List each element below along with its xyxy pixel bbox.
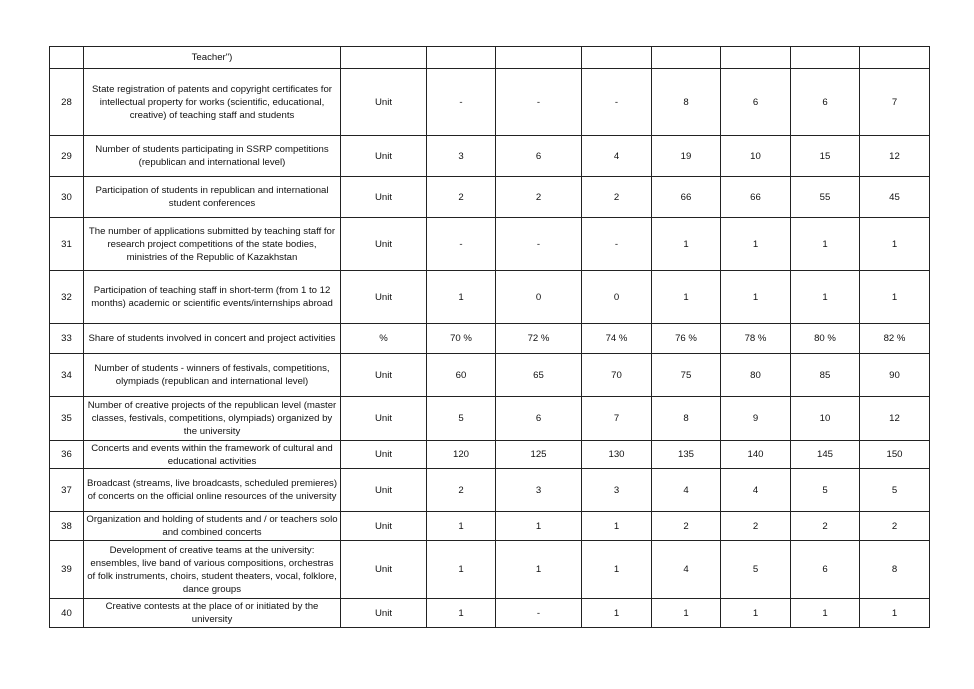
value-cell	[721, 47, 791, 69]
row-number: 38	[50, 512, 84, 541]
value-cell: -	[496, 69, 582, 136]
value-cell: 12	[860, 397, 930, 441]
row-number: 40	[50, 599, 84, 628]
value-cell: 5	[427, 397, 496, 441]
value-cell: 150	[860, 441, 930, 469]
row-number: 29	[50, 136, 84, 177]
value-cell	[652, 47, 721, 69]
value-cell: 70 %	[427, 324, 496, 354]
value-cell: 2	[652, 512, 721, 541]
value-cell: 8	[652, 397, 721, 441]
value-cell: -	[496, 218, 582, 271]
value-cell: 5	[791, 469, 860, 512]
value-cell: 3	[496, 469, 582, 512]
table-row	[50, 512, 930, 541]
value-cell: 1	[721, 599, 791, 628]
table-row	[50, 324, 930, 354]
value-cell: -	[427, 218, 496, 271]
value-cell: 74 %	[582, 324, 652, 354]
value-cell: 1	[860, 271, 930, 324]
value-cell: 4	[721, 469, 791, 512]
unit-cell	[341, 47, 427, 69]
table-row	[50, 599, 930, 628]
table-row	[50, 397, 930, 441]
value-cell: 0	[582, 271, 652, 324]
value-cell: 1	[496, 541, 582, 599]
value-cell: 3	[427, 136, 496, 177]
indicator-name: Teacher")	[84, 47, 341, 69]
unit-cell: Unit	[341, 469, 427, 512]
value-cell: 1	[427, 541, 496, 599]
unit-cell: Unit	[341, 541, 427, 599]
indicator-name: Organization and holding of students and / or teachers solo and combined concerts	[84, 512, 341, 541]
value-cell: 8	[860, 541, 930, 599]
row-number: 31	[50, 218, 84, 271]
indicator-name: Number of students participating in SSRP competitions (republican and international level)	[84, 136, 341, 177]
unit-cell: Unit	[341, 354, 427, 397]
indicator-name: Development of creative teams at the university: ensembles, live band of various compositions, orchestras of folk instruments, choirs, student theaters, vocal, folklore, dance groups	[84, 541, 341, 599]
value-cell: 7	[582, 397, 652, 441]
value-cell	[582, 47, 652, 69]
value-cell: 65	[496, 354, 582, 397]
value-cell: 4	[582, 136, 652, 177]
value-cell: 2	[427, 469, 496, 512]
table-row	[50, 69, 930, 136]
value-cell: 7	[860, 69, 930, 136]
unit-cell: %	[341, 324, 427, 354]
value-cell: 2	[860, 512, 930, 541]
table-row	[50, 136, 930, 177]
value-cell: 1	[860, 218, 930, 271]
value-cell: 85	[791, 354, 860, 397]
value-cell: 6	[721, 69, 791, 136]
value-cell: 78 %	[721, 324, 791, 354]
value-cell: 72 %	[496, 324, 582, 354]
row-number: 32	[50, 271, 84, 324]
indicators-table	[49, 46, 930, 628]
value-cell: 8	[652, 69, 721, 136]
value-cell: 10	[721, 136, 791, 177]
value-cell: 120	[427, 441, 496, 469]
value-cell: 66	[652, 177, 721, 218]
value-cell: 80 %	[791, 324, 860, 354]
value-cell: 1	[791, 271, 860, 324]
value-cell: 2	[582, 177, 652, 218]
table-row	[50, 177, 930, 218]
table-row	[50, 271, 930, 324]
row-number	[50, 47, 84, 69]
value-cell: 1	[427, 271, 496, 324]
value-cell: 82 %	[860, 324, 930, 354]
table-row	[50, 218, 930, 271]
unit-cell: Unit	[341, 218, 427, 271]
indicator-name: Number of creative projects of the republican level (master classes, festivals, competitions, olympiads) organized by the university	[84, 397, 341, 441]
value-cell: 1	[582, 541, 652, 599]
value-cell	[496, 47, 582, 69]
value-cell: 2	[427, 177, 496, 218]
value-cell: 1	[652, 599, 721, 628]
value-cell: 66	[721, 177, 791, 218]
value-cell: 12	[860, 136, 930, 177]
row-number: 28	[50, 69, 84, 136]
value-cell: 70	[582, 354, 652, 397]
unit-cell: Unit	[341, 177, 427, 218]
value-cell: 6	[791, 69, 860, 136]
unit-cell: Unit	[341, 512, 427, 541]
indicator-name: Creative contests at the place of or initiated by the university	[84, 599, 341, 628]
value-cell: 6	[496, 397, 582, 441]
unit-cell: Unit	[341, 397, 427, 441]
value-cell: 1	[860, 599, 930, 628]
value-cell: 6	[791, 541, 860, 599]
unit-cell: Unit	[341, 271, 427, 324]
value-cell: 1	[791, 218, 860, 271]
value-cell	[427, 47, 496, 69]
value-cell: 2	[721, 512, 791, 541]
value-cell: 80	[721, 354, 791, 397]
value-cell: 125	[496, 441, 582, 469]
row-number: 39	[50, 541, 84, 599]
indicator-name: Share of students involved in concert and project activities	[84, 324, 341, 354]
table-row	[50, 354, 930, 397]
value-cell: -	[582, 69, 652, 136]
row-number: 35	[50, 397, 84, 441]
value-cell: 5	[721, 541, 791, 599]
indicator-name: State registration of patents and copyright certificates for intellectual property for works (scientific, educational, creative) of teaching staff and students	[84, 69, 341, 136]
value-cell: 1	[582, 599, 652, 628]
value-cell: 6	[496, 136, 582, 177]
value-cell: 130	[582, 441, 652, 469]
value-cell: 145	[791, 441, 860, 469]
row-number: 30	[50, 177, 84, 218]
value-cell: 19	[652, 136, 721, 177]
value-cell: 75	[652, 354, 721, 397]
value-cell: 9	[721, 397, 791, 441]
indicator-name: The number of applications submitted by teaching staff for research project competitions of the state bodies, ministries of the Republic of Kazakhstan	[84, 218, 341, 271]
value-cell: 0	[496, 271, 582, 324]
value-cell: -	[427, 69, 496, 136]
value-cell: 45	[860, 177, 930, 218]
value-cell: 4	[652, 541, 721, 599]
unit-cell: Unit	[341, 136, 427, 177]
value-cell: 2	[496, 177, 582, 218]
value-cell: 1	[582, 512, 652, 541]
value-cell: 76 %	[652, 324, 721, 354]
row-number: 33	[50, 324, 84, 354]
value-cell: 1	[427, 512, 496, 541]
unit-cell: Unit	[341, 599, 427, 628]
value-cell: 1	[496, 512, 582, 541]
unit-cell: Unit	[341, 69, 427, 136]
value-cell: 15	[791, 136, 860, 177]
indicator-name: Participation of teaching staff in short-term (from 1 to 12 months) academic or scientific events/internships abroad	[84, 271, 341, 324]
indicator-name: Participation of students in republican and international student conferences	[84, 177, 341, 218]
value-cell	[791, 47, 860, 69]
value-cell: 5	[860, 469, 930, 512]
value-cell: 1	[721, 271, 791, 324]
indicator-name: Number of students - winners of festivals, competitions, olympiads (republican and international level)	[84, 354, 341, 397]
value-cell: 1	[652, 218, 721, 271]
row-number: 37	[50, 469, 84, 512]
value-cell: -	[496, 599, 582, 628]
value-cell: 10	[791, 397, 860, 441]
value-cell: 3	[582, 469, 652, 512]
table-row	[50, 541, 930, 599]
value-cell: -	[582, 218, 652, 271]
indicator-name: Concerts and events within the framework of cultural and educational activities	[84, 441, 341, 469]
table-row	[50, 441, 930, 469]
value-cell: 135	[652, 441, 721, 469]
value-cell: 1	[791, 599, 860, 628]
row-number: 34	[50, 354, 84, 397]
value-cell	[860, 47, 930, 69]
value-cell: 140	[721, 441, 791, 469]
unit-cell: Unit	[341, 441, 427, 469]
value-cell: 1	[652, 271, 721, 324]
value-cell: 1	[721, 218, 791, 271]
value-cell: 90	[860, 354, 930, 397]
value-cell: 1	[427, 599, 496, 628]
value-cell: 60	[427, 354, 496, 397]
row-number: 36	[50, 441, 84, 469]
value-cell: 4	[652, 469, 721, 512]
value-cell: 2	[791, 512, 860, 541]
table-row	[50, 47, 930, 69]
table-row	[50, 469, 930, 512]
indicator-name: Broadcast (streams, live broadcasts, scheduled premieres) of concerts on the official online resources of the university	[84, 469, 341, 512]
value-cell: 55	[791, 177, 860, 218]
